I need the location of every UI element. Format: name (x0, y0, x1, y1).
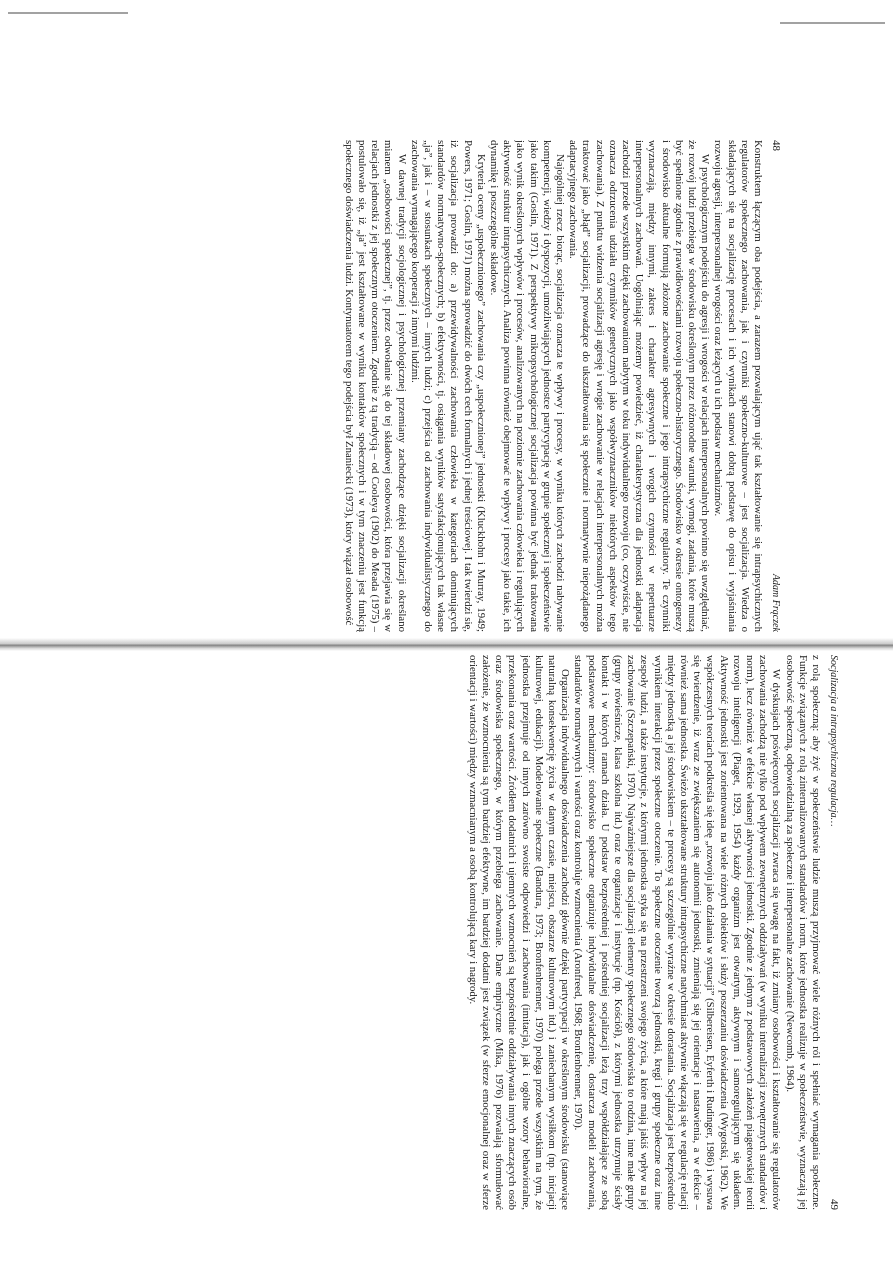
paragraph: W psychologicznym podejściu do agresji i wrogości w relacjach interpersonalnych powinno się uwzględniać, że rozwój ludzi przebiega w środowisku określonym przez różnorodne warunki, wymogi, zadania, które muszą być spełnione zgodnie z prawidłowościami rozwoju społeczno-historycznego. Środowisko w okresie ontogenezy i środowisko aktualne formują złożone zachowanie społeczne i jego intrapsychiczne regulatory. Te czynniki wyznaczają, między innymi, zakres i charakter agresywnych i wrogich czynności w repertuarze interpersonalnych zachowań. Uogólniając możemy powiedzieć, iż charakterystyczna dla jednostki adaptacja zachodzi przede wszystkim dzięki zachowaniom nabytym w toku indywidualnego rozwoju (co, oczywiście, nie oznacza odrzucenia udziału czynników genetycznych jako współwyznaczników niektórych aspektów tego zachowania). Z punktu widzenia socjalizacji agresję i wrogie zachowanie w relacjach interpersonalnych można traktować jako „błąd” socjalizacji, prowadzące do ukształtowania się społecznie i normatywnie niepożądanego adaptacyjnego zachowania. (567, 140, 712, 632)
paragraph: W dyskusjach poświęconych socjalizacji zwraca się uwagę na fakt, iż zmiany osobowości i kształtowanie się regulatorów zachowania zachodzą nie tylko pod wpływem zewnętrznych oddziaływań (w wyniku internalizacji zewnętrznych standardów i norm), lecz również w efekcie własnej aktywności jednostki. Zgodnie z jednym z podstawowych założeń piagetowskiej teorii rozwoju inteligencji (Piaget, 1929, 1954) każdy organizm jest otwartym, aktywnym i samoregulującym się układem. Aktywność jednostki jest zorientowana na wiele różnych obiektów i służy poszerzaniu doświadczenia (Wygotski, 1962). We współczesnych teoriach podkreśla się ideę „rozwoju jako działania w sytuacji” (Silbereisen, Eyferth i Rudinger, 1986) i wysuwa się twierdzenie, iż wraz ze zwiększaniem się autonomii jednostki, zmieniają się jej orientacje i nastawienia, a w efekcie – również sama jednostka. Świeżo ukształtowane struktury intrapsychiczne natychmiast aktywnie włączają się w regulację relacji między jednostką a jej środowiskiem – te procesy są szczególnie wyraźne w okresie dorastania. Socjalizacja jest bezpośrednio wynikiem interakcji przez społeczne otoczenie. To społeczne otoczenie tworzą jednostki, kręgi i grupy społeczne oraz inne zespoły ludzi, a także instytucje, z którymi jednostka styka się na przestrzeni swojego życia, a które mają jakiś wpływ na jej zachowanie (Szczepański, 1970). Najważniejsze dla socjalizacji elementy społecznego środowiska to rodzina, inne małe grupy (grupy rówieśnicze, klasa szkolna itd.) oraz te organizacje i instytucje (np. Kościół), z którymi jednostka utrzymuje ścisły kontakt i w których ramach działa. U podstaw bezpośredniej i pośredniej socjalizacji leżą trzy współdziałające ze sobą podstawowe mechanizmy: środowisko społeczne organizuje indywidualne doświadczenie, dostarcza modeli zachowania, standardów normatywnych i wartości oraz kontroluje wzmocnienia (Aronfreed, 1968; Bronfenbrenner, 1970). (572, 655, 783, 1210)
right-page-header (828, 655, 840, 1210)
left-page (47, 140, 782, 632)
page-number-left: 48 (770, 140, 782, 151)
paragraph: Organizacja indywidualnego doświadczenia zachodzi głównie dzięki partycypacji w określonym środowisku (stanowiące naturalną konsekwencję życia w danym czasie, miejscu, obszarze kulturowym itd.) i zaniechanym wysiłkom (np. inicjacji kulturowej, edukacji). Modelowanie społeczne (Bandura, 1973; Bronfenbrenner, 1970) polega przede wszystkim na tym, że jednostka przejmuje od innych zarówno swoiste odpowiedzi i zachowania (imitacja), jak i ogólne wzory behawioralne, przekonania oraz wartości. Źródłem dodatnich i ujemnych wzmocnień są bezpośrednie oddziaływania innych znaczących osób oraz środowiska społecznego, w którym przebiega zachowanie. Dane empiryczne (Mika, 1976) pozwalają sformułować założenie, że wzmocnienia są tym bardziej efektywne, im bardziej dodatni jest związek (w sferze emocjonalnej oraz w sferze orientacji i wartości) między wzmacnianym a osobą kontrolującą kary i nagrody. (466, 655, 572, 1210)
right-page-content (47, 655, 840, 1210)
running-head-left: Adam Frączek (770, 573, 781, 632)
paragraph: Najogólniej rzecz biorąc, socjalizacja oznacza te wpływy i procesy, w wyniku których zachodzi nabywanie kompetencji, wiedzy i dyspozycji, umożliwiających jednostce partycypację w grupie społecznej i społeczeństwie jako takim (Goslin, 1971). Z perspektywy mikropsychologicznej socjalizacja powinna być jednak traktowana jako wynik określonych wpływów i procesów, analizowanych na poziomie zachowania człowieka i regulujących aktywność struktur intrapsychicznych. Analiza powinna również obejmować te wpływy i procesy jako takie, ich dynamikę i poszczególne składowe. (487, 140, 566, 632)
page-number-right: 49 (828, 1199, 840, 1210)
scan-mark-left (8, 12, 128, 14)
paragraph: W dawnej tradycji socjologicznej i psychologicznej przemiany zachodzące dzięki socjalizacji określano mianem „osobowości społecznej”, tj. przez odwołanie się do tej składowej osobowości, która przejawia się w relacjach jednostki z jej społecznym otoczeniem. Zgodnie z tą tradycją – od Cooleya (1902) do Meada (1975) – postulowało się, iż „ja” jest kształtowane w wyniku kontaktów społecznych i w tym znaczeniu jest funkcją społecznego doświadczenia ludzi. Kontynuatorem tego podejścia był Znaniecki (1973), który wiązał osobowość (342, 140, 408, 632)
paragraph: Kryteria oceny „uspołecznionego” zachowania czy „uspołecznionej” jednostki (Kluckhohn i Murray, 1949; Powers, 1971; Goslin, 1971) można sprowadzić do dwóch cech formalnych i jednej treściowej. I tak twierdzi się, iż socjalizacja prowadzi do: a) przewidywalności zachowania człowieka w kategoriach dominujących standardów normatywno-społecznych; b) efektywności, tj. osiągania wyników satysfakcjonujących tak własne „ja”, jak i – w stosunkach społecznych – innych ludzi; c) przejścia od zachowania indywidualistycznego do zachowania wymagającego kooperacji z innymi ludźmi. (408, 140, 487, 632)
page-fold (0, 638, 893, 651)
paragraph: Konstruktem łączącym oba podejścia, a zarazem pozwalającym ująć tak kształtowanie się intrapsychicznych regulatorów społecznego zachowania, jak i czynniki społeczno-kulturowe – jest socjalizacja. Wiedza o składających się na socjalizację procesach i ich wynikach stanowi dobrą podstawę do opisu i wyjaśniania rozwoju agresji, interpersonalnej wrogości oraz leżących u ich podstaw mechanizmów. (712, 140, 764, 632)
right-page-body (466, 655, 822, 1210)
scan-mark-right (780, 22, 885, 24)
right-page (47, 655, 840, 1210)
paragraph: z rolą społeczną: aby żyć w społeczeństwie ludzie muszą przyjmować wiele różnych ról i spełniać wymagania społeczne. Funkcje związanych z rolą zinternalizowanych standardów i norm, które jednostka realizuje w społeczeństwie, wyznaczają jej osobowość społeczną, odpowiedzialną za społeczne i interpersonalne zachowanie (Newcomb, 1964). (783, 655, 822, 1210)
left-page-body (342, 140, 765, 632)
left-page-content (47, 140, 782, 632)
left-page-header (770, 140, 782, 632)
running-head-right: Socjalizacja a intrapsychiczna regulacja… (828, 655, 839, 827)
